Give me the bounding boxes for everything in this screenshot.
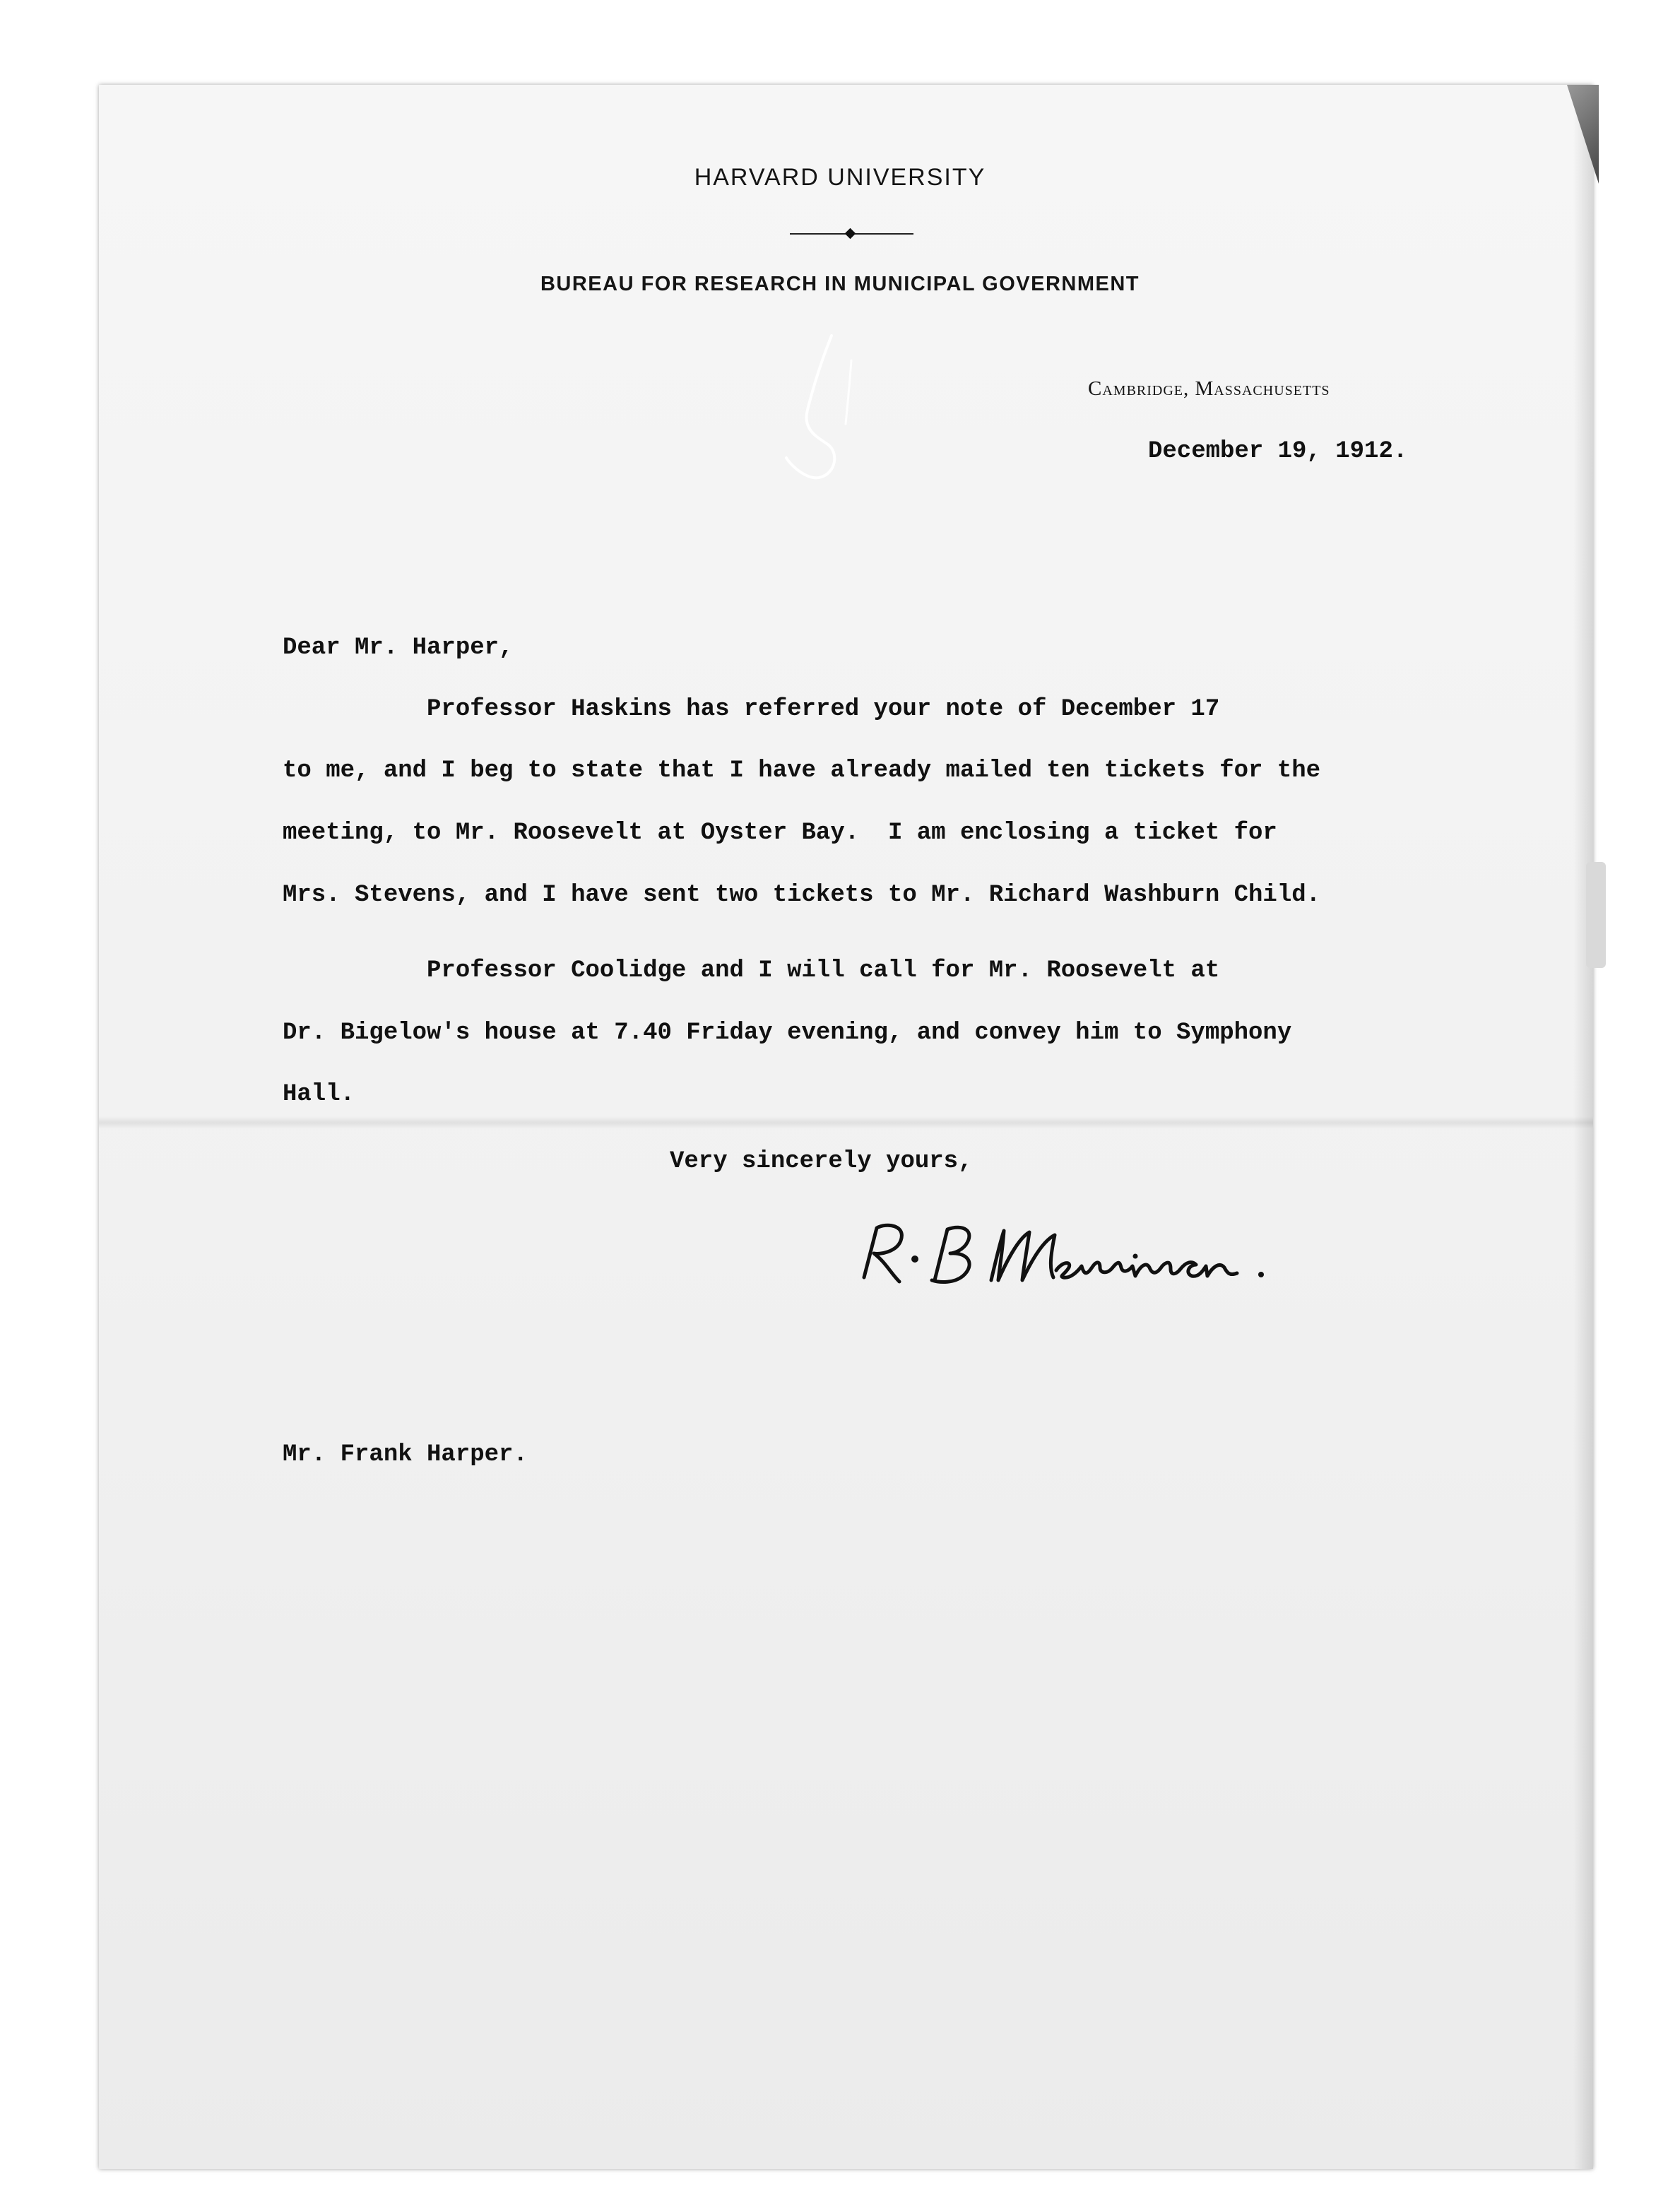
body-line: Mrs. Stevens, and I have sent two tickets to Mr. Richard Washburn Child. bbox=[283, 882, 1321, 909]
salutation: Dear Mr. Harper, bbox=[283, 634, 514, 661]
body-line: to me, and I beg to state that I have already mailed ten tickets for the bbox=[283, 757, 1321, 784]
addressee: Mr. Frank Harper. bbox=[283, 1441, 528, 1468]
paper-tab bbox=[1586, 862, 1606, 968]
body-line: Dr. Bigelow's house at 7.40 Friday evening, and convey him to Symphony bbox=[283, 1020, 1292, 1046]
closing: Very sincerely yours, bbox=[670, 1148, 973, 1175]
letterhead-location: Cambridge, Massachusetts bbox=[1088, 377, 1330, 400]
body-line: Professor Haskins has referred your note of December 17 bbox=[283, 696, 1220, 723]
letterhead-ornament bbox=[790, 229, 913, 239]
body-line: meeting, to Mr. Roosevelt at Oyster Bay. I am enclosing a ticket for bbox=[283, 820, 1277, 846]
handwritten-signature bbox=[844, 1215, 1303, 1293]
body-line: Professor Coolidge and I will call for Mr. Roosevelt at bbox=[283, 957, 1220, 984]
pencil-mark bbox=[752, 332, 894, 509]
letterhead-bureau: BUREAU FOR RESEARCH IN MUNICIPAL GOVERNMENT bbox=[540, 273, 1140, 295]
body-line: Hall. bbox=[283, 1081, 355, 1108]
ornament-diamond bbox=[845, 228, 856, 240]
letterhead-university: HARVARD UNIVERSITY bbox=[694, 164, 986, 191]
paper-edge-shadow bbox=[1573, 85, 1593, 2169]
letter-date: December 19, 1912. bbox=[1148, 438, 1408, 465]
